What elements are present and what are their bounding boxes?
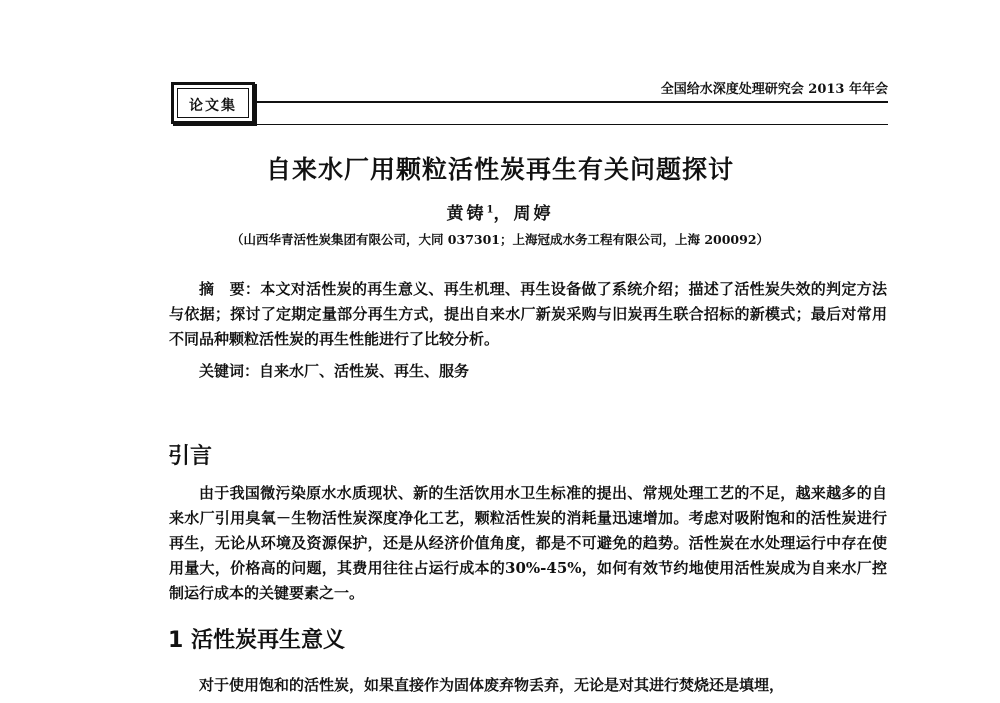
header-rule-bottom bbox=[255, 124, 888, 125]
abstract bbox=[169, 277, 887, 352]
section-1-paragraph: 对于使用饱和的活性炭，如果直接作为固体废弃物丢弃，无论是对其进行焚烧还是填埋， bbox=[199, 676, 785, 694]
section-tag: 论文集 bbox=[189, 98, 237, 114]
header-rule-top bbox=[255, 101, 888, 103]
author-1: 黄铸 bbox=[446, 204, 487, 224]
author-2: 周婷 bbox=[513, 204, 554, 224]
keywords-label: 关键词： bbox=[199, 362, 260, 380]
author-separator: ， bbox=[493, 204, 514, 224]
introduction-paragraph: 由于我国微污染原水水质现状、新的生活饮用水卫生标准的提出、常规处理工艺的不足，越来越多的自来水厂引用臭氧－生物活性炭深度净化工艺，颗粒活性炭的消耗量迅速增加。考虑对吸附饱和的活性炭进行再生，无论从环境及资源保护，还是从经济价值角度，都是不可避免的趋势。活性炭在水处理运行中存在使用量大，价格高的问题，其费用往往占运行成本的30%-45%，如何有效节约地使用活性炭成为自来水厂控制运行成本的关键要素之一。 bbox=[169, 484, 887, 602]
conference-header: 全国给水深度处理研究会 2013 年年会 bbox=[660, 82, 888, 97]
affiliations: （山西华青活性炭集团有限公司，大同 037301；上海冠成水务工程有限公司，上海 200092） bbox=[230, 232, 770, 247]
abstract-label: 摘 要： bbox=[199, 280, 261, 298]
abstract-text: 本文对活性炭的再生意义、再生机理、再生设备做了系统介绍；描述了活性炭失效的判定方法与依据；探讨了定期定量部分再生方式，提出自来水厂新炭采购与旧炭再生联合招标的新模式；最后对常用不同品种颗粒活性炭的再生性能进行了比较分析。 bbox=[169, 280, 887, 348]
paper-title: 自来水厂用颗粒活性炭再生有关问题探讨 bbox=[265, 155, 734, 184]
author-line bbox=[0, 199, 1000, 224]
author-1-affiliation-mark: 1 bbox=[486, 204, 494, 216]
section-heading-1: 1 活性炭再生意义 bbox=[168, 628, 345, 653]
section-tag-box bbox=[171, 82, 255, 124]
keywords-text: 自来水厂、活性炭、再生、服务 bbox=[259, 362, 470, 380]
section-heading-introduction: 引言 bbox=[168, 444, 213, 469]
keywords bbox=[169, 360, 887, 381]
